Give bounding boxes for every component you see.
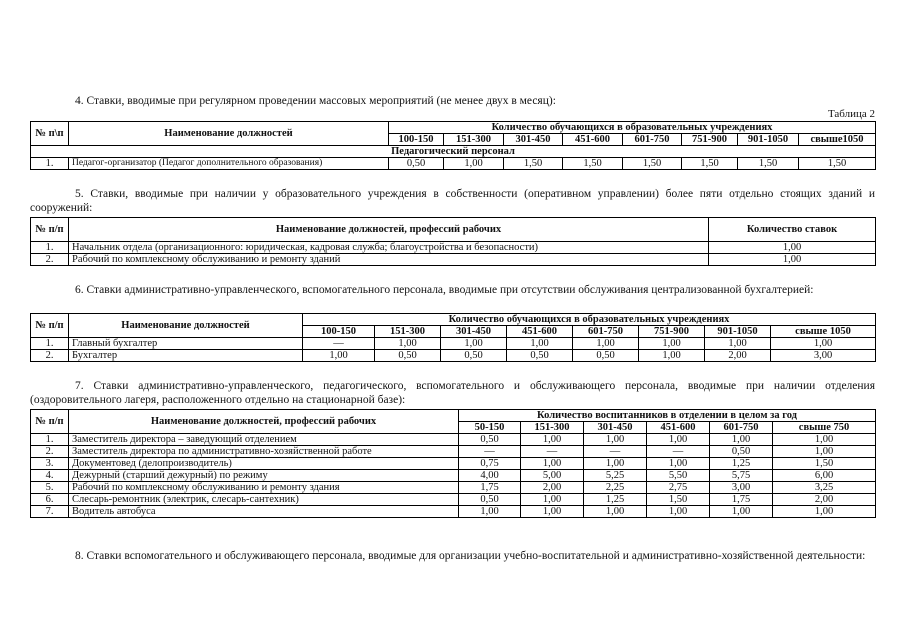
cell: 2,00	[773, 494, 876, 506]
cell: 1,00	[303, 350, 375, 362]
table-row	[31, 338, 876, 350]
row-num: 1.	[31, 242, 69, 254]
row-num: 1.	[31, 434, 69, 446]
header-count: Количество ставок	[709, 218, 876, 242]
cell: 1,50	[738, 158, 799, 170]
col-header: 151-300	[444, 134, 504, 146]
cell: 1,00	[710, 506, 773, 518]
table-row	[31, 242, 876, 254]
cell: 1,25	[710, 458, 773, 470]
row-name: Рабочий по комплексному обслуживанию и ремонту здания	[69, 482, 459, 494]
cell: 1,50	[799, 158, 876, 170]
cell: 1,00	[521, 494, 584, 506]
cell: 3,00	[771, 350, 876, 362]
cell: 1,00	[639, 350, 705, 362]
header-num: № п/п	[31, 218, 69, 242]
cell: 1,00	[573, 338, 639, 350]
cell: 1,00	[441, 338, 507, 350]
cell: 1,50	[504, 158, 563, 170]
cell: 1,00	[507, 338, 573, 350]
cell: 2,25	[584, 482, 647, 494]
table-row	[31, 494, 876, 506]
col-header: свыше 750	[773, 422, 876, 434]
cell: —	[459, 446, 521, 458]
row-num: 1.	[31, 338, 69, 350]
cell: 5,00	[521, 470, 584, 482]
col-header: 451-600	[647, 422, 710, 434]
cell: 1,00	[709, 254, 876, 266]
col-header: 901-1050	[738, 134, 799, 146]
cell: 1,50	[682, 158, 738, 170]
cell: 1,00	[709, 242, 876, 254]
cell: 1,50	[623, 158, 682, 170]
header-name: Наименование должностей, профессий рабочих	[69, 410, 459, 434]
cell: 1,00	[647, 506, 710, 518]
cell: 1,00	[375, 338, 441, 350]
cell: 1,50	[647, 494, 710, 506]
cell: 1,00	[521, 434, 584, 446]
row-num: 2.	[31, 446, 69, 458]
cell: 0,50	[710, 446, 773, 458]
table-row	[31, 446, 876, 458]
cell: 1,00	[773, 434, 876, 446]
col-header: 301-450	[504, 134, 563, 146]
col-header: свыше1050	[799, 134, 876, 146]
row-name: Водитель автобуса	[69, 506, 459, 518]
cell: 0,50	[389, 158, 444, 170]
row-num: 2.	[31, 254, 69, 266]
col-header: 301-450	[441, 326, 507, 338]
header-name: Наименование должностей, профессий рабочих	[69, 218, 709, 242]
cell: 1,00	[647, 458, 710, 470]
cell: 4,00	[459, 470, 521, 482]
col-header: 451-600	[507, 326, 573, 338]
col-header: 601-750	[573, 326, 639, 338]
cell: 3,00	[710, 482, 773, 494]
cell: 1,00	[584, 458, 647, 470]
table-row	[31, 482, 876, 494]
header-num: № п/п	[31, 410, 69, 434]
cell: 2,00	[521, 482, 584, 494]
table-row	[31, 158, 876, 170]
cell: 1,50	[563, 158, 623, 170]
col-header: 50-150	[459, 422, 521, 434]
row-name: Слесарь-ремонтник (электрик, слесарь-сантехник)	[69, 494, 459, 506]
header-num: № п/п	[31, 314, 69, 338]
cell: 1,00	[773, 506, 876, 518]
cell: —	[521, 446, 584, 458]
cell: 1,00	[771, 338, 876, 350]
cell: 1,00	[639, 338, 705, 350]
paragraph-7: 7. Ставки административно-управленческого, педагогического, вспомогательного и обслуживающего персонала, вводимые при наличии отделения (оздоровительного лагеря, расположенного отдельно на стационарной базе):	[30, 380, 875, 406]
row-num: 2.	[31, 350, 69, 362]
cell: 1,25	[584, 494, 647, 506]
col-header: 601-750	[623, 134, 682, 146]
table-row	[31, 506, 876, 518]
cell: 0,50	[459, 494, 521, 506]
cell: 1,00	[584, 506, 647, 518]
cell: 1,00	[773, 446, 876, 458]
col-header: 151-300	[375, 326, 441, 338]
col-header: 751-900	[639, 326, 705, 338]
cell: 5,25	[584, 470, 647, 482]
table-caption: Таблица 2	[827, 108, 875, 120]
table-row	[31, 458, 876, 470]
col-header: свыше 1050	[771, 326, 876, 338]
cell: 6,00	[773, 470, 876, 482]
cell: 1,00	[584, 434, 647, 446]
row-num: 3.	[31, 458, 69, 470]
row-name: Начальник отдела (организационного: юридическая, кадровая служба; благоустройства и безопасности)	[69, 242, 709, 254]
paragraph-5: 5. Ставки, вводимые при наличии у образовательного учреждения в собственности (оперативном управлении) более пяти отдельно стоящих зданий и сооружений:	[30, 188, 875, 214]
row-num: 6.	[31, 494, 69, 506]
header-group: Количество обучающихся в образовательных учреждениях	[303, 314, 876, 326]
cell: 1,75	[459, 482, 521, 494]
header-name: Наименование должностей	[69, 314, 303, 338]
cell: 0,50	[375, 350, 441, 362]
cell: 0,50	[441, 350, 507, 362]
cell: 0,50	[459, 434, 521, 446]
row-name: Заместитель директора – заведующий отделением	[69, 434, 459, 446]
col-header: 100-150	[303, 326, 375, 338]
col-header: 301-450	[584, 422, 647, 434]
col-header: 601-750	[710, 422, 773, 434]
row-name: Заместитель директора по административно-хозяйственной работе	[69, 446, 459, 458]
row-name: Главный бухгалтер	[69, 338, 303, 350]
header-group: Количество воспитанников в отделении в целом за год	[459, 410, 876, 422]
cell: 5,75	[710, 470, 773, 482]
table-row	[31, 254, 876, 266]
table-accounting	[30, 313, 876, 362]
cell: 1,00	[705, 338, 771, 350]
row-num: 4.	[31, 470, 69, 482]
cell: 1,00	[444, 158, 504, 170]
paragraph-6: 6. Ставки административно-управленческого, вспомогательного персонала, вводимые при отсутствии обслуживания централизованной бухгалтерией:	[75, 284, 814, 296]
cell: 3,25	[773, 482, 876, 494]
cell: 1,00	[521, 506, 584, 518]
cell: 1,00	[710, 434, 773, 446]
row-num: 1.	[31, 158, 69, 170]
row-name: Бухгалтер	[69, 350, 303, 362]
col-header: 151-300	[521, 422, 584, 434]
table-row	[31, 470, 876, 482]
cell: 0,75	[459, 458, 521, 470]
cell: 0,50	[507, 350, 573, 362]
row-name: Документовед (делопроизводитель)	[69, 458, 459, 470]
cell: 1,50	[773, 458, 876, 470]
cell: 0,50	[573, 350, 639, 362]
table-department	[30, 409, 876, 518]
col-header: 751-900	[682, 134, 738, 146]
cell: —	[647, 446, 710, 458]
col-header: 901-1050	[705, 326, 771, 338]
row-name: Педагог-организатор (Педагог дополнительного образования)	[69, 158, 389, 170]
row-num: 7.	[31, 506, 69, 518]
table-row	[31, 350, 876, 362]
cell: —	[303, 338, 375, 350]
header-name: Наименование должностей	[69, 122, 389, 146]
paragraph-4: 4. Ставки, вводимые при регулярном проведении массовых мероприятий (не менее двух в месяц):	[75, 95, 556, 107]
cell: 5,50	[647, 470, 710, 482]
table-row	[31, 434, 876, 446]
cell: 1,75	[710, 494, 773, 506]
col-header: 451-600	[563, 134, 623, 146]
header-group: Количество обучающихся в образовательных учреждениях	[389, 122, 876, 134]
section-row: Педагогический персонал	[31, 146, 876, 158]
cell: 2,75	[647, 482, 710, 494]
header-num: № п\п	[31, 122, 69, 146]
cell: 1,00	[647, 434, 710, 446]
row-name: Дежурный (старший дежурный) по режиму	[69, 470, 459, 482]
table-buildings	[30, 217, 876, 266]
cell: 2,00	[705, 350, 771, 362]
row-name: Рабочий по комплексному обслуживанию и ремонту зданий	[69, 254, 709, 266]
table-mass-events	[30, 121, 876, 170]
col-header: 100-150	[389, 134, 444, 146]
row-num: 5.	[31, 482, 69, 494]
paragraph-8: 8. Ставки вспомогательного и обслуживающего персонала, вводимые для организации учебно-воспитательной и административно-хозяйственной деятельности:	[75, 550, 866, 562]
cell: 1,00	[521, 458, 584, 470]
cell: —	[584, 446, 647, 458]
cell: 1,00	[459, 506, 521, 518]
